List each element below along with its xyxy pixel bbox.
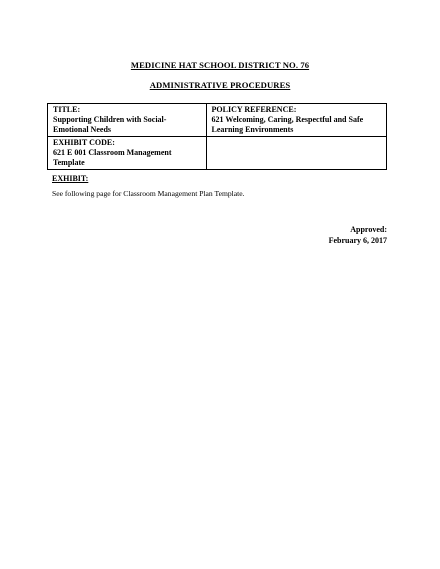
title-label: TITLE: [53, 105, 81, 114]
approved-date: February 6, 2017 [328, 236, 387, 245]
title-value-line2: Emotional Needs [53, 125, 111, 134]
approved-label: Approved: [350, 225, 387, 234]
title-value-line1: Supporting Children with Social- [53, 115, 167, 124]
empty-cell [206, 137, 386, 170]
exhibit-text: See following page for Classroom Management Plan Template. [52, 189, 245, 198]
procedures-heading: ADMINISTRATIVE PROCEDURES [149, 80, 291, 90]
table-row [48, 104, 387, 137]
exhibit-code-value-line1: 621 E 001 Classroom Management [53, 148, 172, 157]
title-cell [48, 104, 207, 137]
exhibit-code-value-line2: Template [53, 158, 85, 167]
policy-reference-value-line1: 621 Welcoming, Caring, Respectful and Safe [211, 115, 364, 124]
policy-reference-value-line2: Learning Environments [211, 125, 294, 134]
table-row [48, 137, 387, 170]
policy-reference-label: POLICY REFERENCE: [211, 105, 297, 114]
approval-block [329, 224, 387, 246]
policy-reference-cell [206, 104, 386, 137]
exhibit-label: EXHIBIT: [52, 174, 89, 183]
procedure-info-table [47, 103, 387, 170]
exhibit-code-label: EXHIBIT CODE: [53, 138, 115, 147]
district-heading: MEDICINE HAT SCHOOL DISTRICT NO. 76 [130, 60, 310, 70]
exhibit-code-cell [48, 137, 207, 170]
